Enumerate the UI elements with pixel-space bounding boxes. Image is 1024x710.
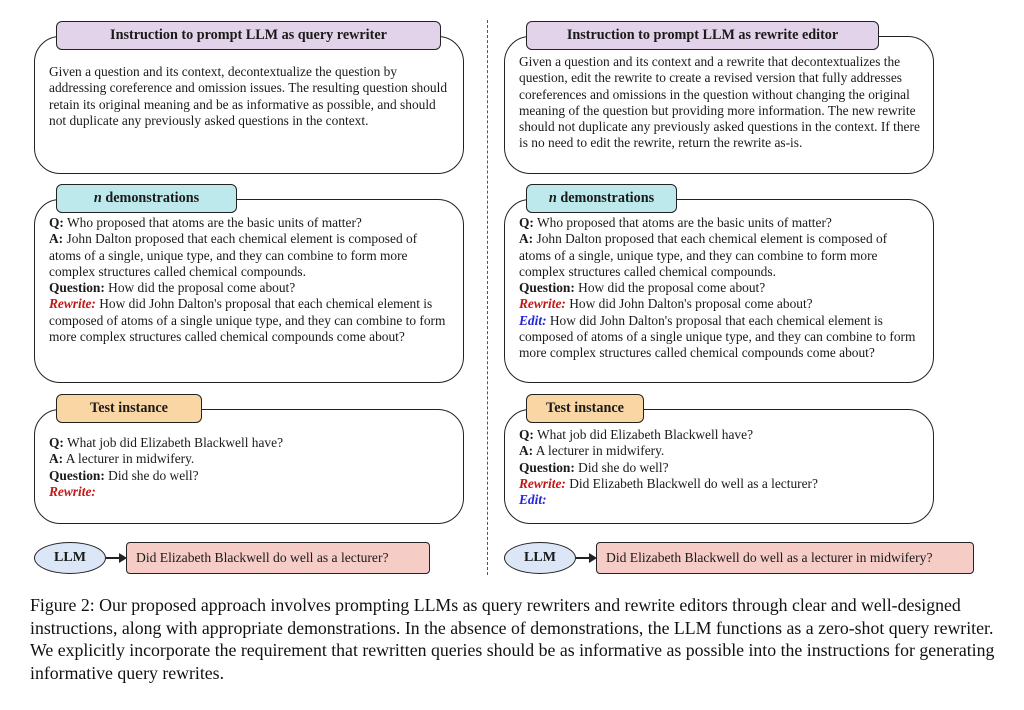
- figure-caption: Figure 2: Our proposed approach involves prompting LLMs as query rewriters and rewrite editors through clear and well-designed instructions, along with appropriate demonstrations. In the absence of demonstrations, the LLM functions as a zero-shot query rewriter. We explicitly incorporate the requirement that rewritten queries should be as informative as possible into the instructions for generating informative query rewrites.: [30, 595, 995, 683]
- rewriter-demos-tag: [56, 184, 237, 213]
- arrow-line: [576, 557, 590, 559]
- question-label: Question:: [49, 280, 105, 296]
- demo-question: How did the proposal come about?: [574, 280, 766, 296]
- test-answer-context: A lecturer in midwifery.: [63, 451, 195, 467]
- edit-label: Edit:: [519, 492, 547, 508]
- demo-rewrite: How did John Dalton's proposal come about?: [565, 296, 813, 312]
- a-label: A:: [519, 443, 534, 459]
- test-question-context: What job did Elizabeth Blackwell have?: [533, 427, 754, 442]
- demo-rewrite: How did John Dalton's proposal that each chemical element is composed of atoms of a single unique type, and they can combine to form more complex structures called chemical compounds come about?: [49, 296, 446, 345]
- rewriter-column: [30, 0, 500, 582]
- rewrite-label: Rewrite:: [49, 483, 96, 499]
- demo-edit: How did John Dalton's proposal that each chemical element is composed of atoms of a single unique type, and they can combine to form more complex structures called chemical compounds come about?: [519, 312, 916, 361]
- question-label: Question:: [49, 467, 105, 483]
- test-rewrite: Did Elizabeth Blackwell do well as a lecturer?: [565, 475, 818, 491]
- rewrite-label: Rewrite:: [519, 296, 566, 312]
- llm-node: LLM: [504, 542, 576, 574]
- demo-question-context: Who proposed that atoms are the basic units of matter?: [63, 215, 362, 230]
- n-symbol: n: [548, 190, 557, 206]
- llm-node: LLM: [34, 542, 106, 574]
- demo-answer-context: John Dalton proposed that each chemical element is composed of atoms of a single, unique type, and they can combine to form more complex structures called chemical compounds.: [49, 231, 418, 279]
- demos-tag-label: demonstrations: [101, 190, 200, 206]
- a-label: A:: [49, 451, 64, 467]
- question-label: Question:: [519, 280, 575, 296]
- editor-test-text: [519, 427, 921, 508]
- editor-instruction-text: Given a question and its context and a rewrite that decontextualizes the question, edit the rewrite to create a revised version that fully addresses coreferences and omissions in the question without changing the original meaning of the question but providing more information. The new rewrite should not duplicate any previously asked questions in the context. If there is no need to edit the rewrite, return the rewrite as-is.: [519, 54, 920, 151]
- edit-label: Edit:: [519, 312, 547, 328]
- q-label: Q:: [519, 215, 534, 230]
- demo-question-context: Who proposed that atoms are the basic units of matter?: [533, 215, 832, 230]
- editor-demos-box: [504, 199, 934, 383]
- editor-instruction-box: [504, 36, 934, 174]
- test-answer-context: A lecturer in midwifery.: [533, 443, 665, 459]
- demo-question: How did the proposal come about?: [104, 280, 296, 296]
- test-question-context: What job did Elizabeth Blackwell have?: [63, 435, 284, 450]
- editor-column: [500, 0, 970, 582]
- rewriter-instruction-box: [34, 36, 464, 174]
- rewriter-test-text: [49, 435, 451, 500]
- demos-tag-label: demonstrations: [556, 190, 655, 206]
- demo-answer-context: John Dalton proposed that each chemical element is composed of atoms of a single, unique type, and they can combine to form more complex structures called chemical compounds.: [519, 231, 888, 279]
- editor-test-tag: Test instance: [526, 394, 644, 423]
- editor-output: Did Elizabeth Blackwell do well as a lecturer in midwifery?: [596, 542, 974, 574]
- a-label: A:: [519, 231, 534, 247]
- rewriter-output: Did Elizabeth Blackwell do well as a lecturer?: [126, 542, 430, 574]
- arrow-line: [106, 557, 120, 559]
- q-label: Q:: [519, 427, 534, 442]
- n-symbol: n: [93, 190, 102, 206]
- editor-demos-text: [519, 215, 921, 362]
- rewriter-instruction-text: Given a question and its context, decontextualize the question by addressing coreference and omission issues. The resulting question should retain its original meaning and be as informative as possible, and should not duplicate any previously asked questions in the context.: [49, 64, 448, 128]
- rewriter-demos-text: [49, 215, 451, 345]
- editor-instruction-tag: Instruction to prompt LLM as rewrite editor: [526, 21, 879, 50]
- rewriter-demos-box: [34, 199, 464, 383]
- rewrite-label: Rewrite:: [519, 475, 566, 491]
- question-label: Question:: [519, 459, 575, 475]
- q-label: Q:: [49, 215, 64, 230]
- rewriter-test-box: [34, 409, 464, 524]
- q-label: Q:: [49, 435, 64, 450]
- editor-demos-tag: [526, 184, 677, 213]
- test-question: Did she do well?: [574, 459, 669, 475]
- rewrite-label: Rewrite:: [49, 296, 96, 312]
- rewriter-test-tag: Test instance: [56, 394, 202, 423]
- rewriter-instruction-tag: Instruction to prompt LLM as query rewriter: [56, 21, 441, 50]
- editor-test-box: [504, 409, 934, 524]
- test-question: Did she do well?: [104, 467, 199, 483]
- a-label: A:: [49, 231, 64, 247]
